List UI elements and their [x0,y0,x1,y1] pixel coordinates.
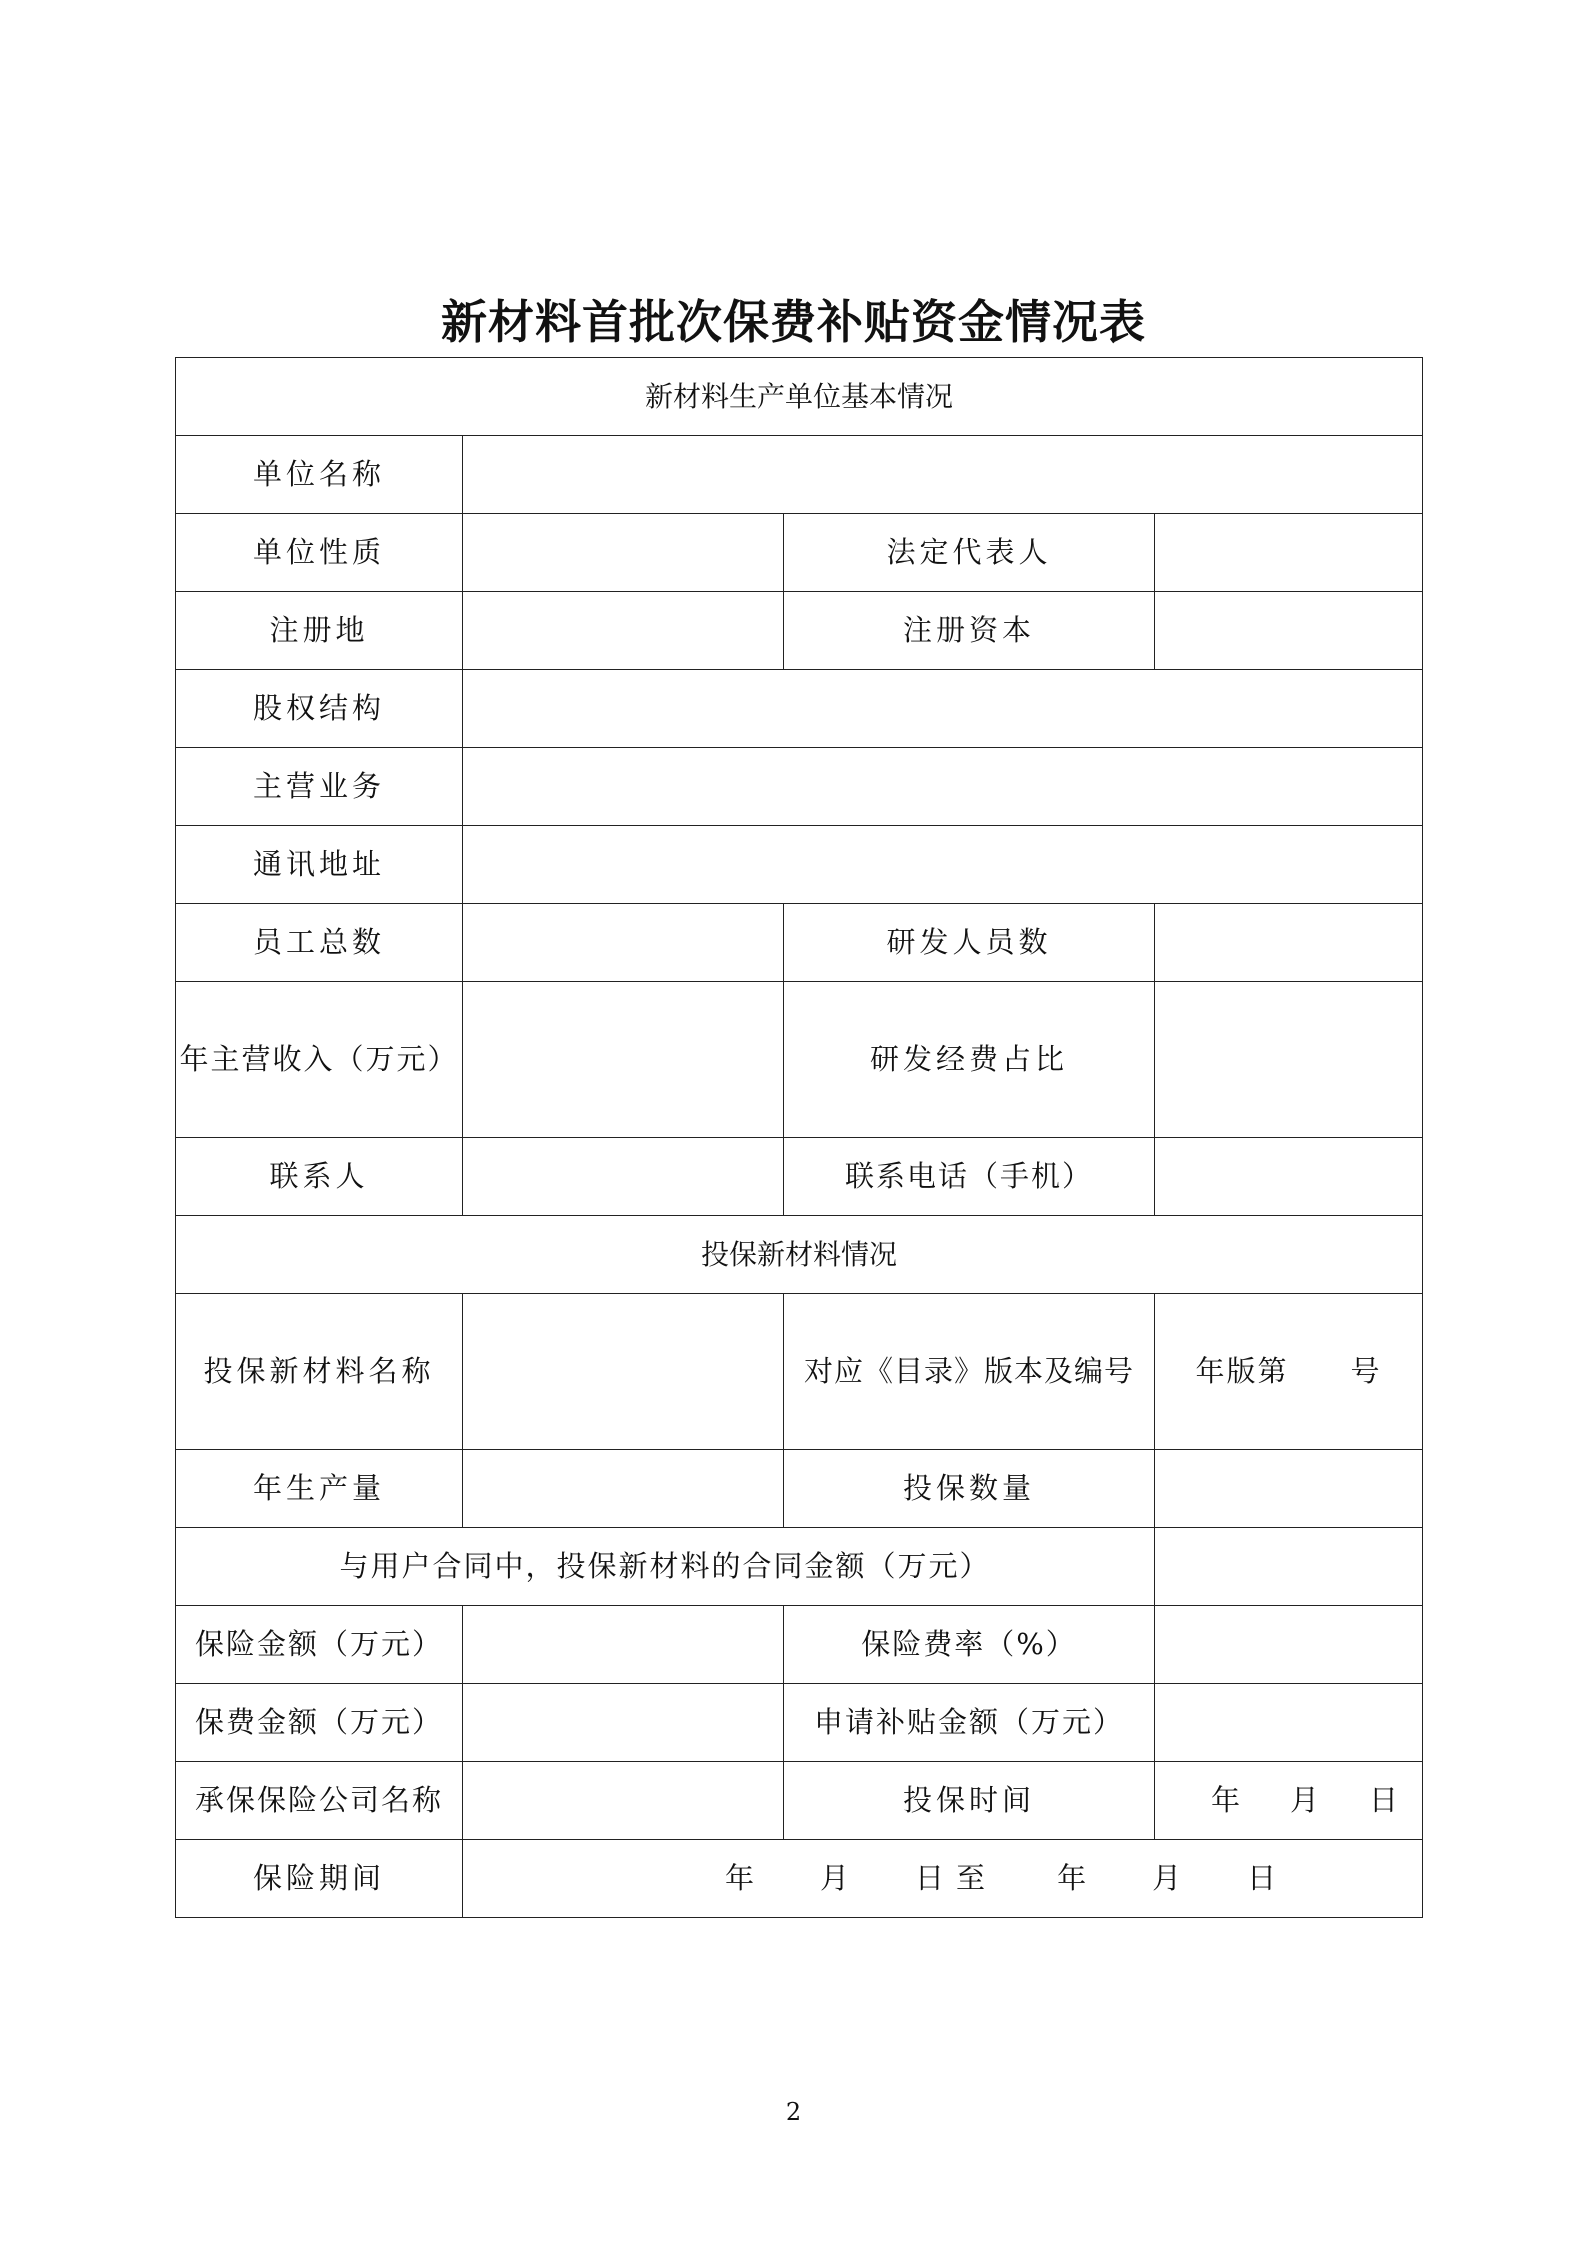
insured-amount-field[interactable] [463,1606,784,1684]
period-start-month: 月 [820,1861,854,1896]
material-name-label: 投保新材料名称 [176,1294,463,1450]
catalog-label: 对应《目录》版本及编号 [784,1294,1155,1450]
legal-rep-field[interactable] [1155,514,1423,592]
insure-period-label: 保险期间 [176,1840,463,1918]
period-to-text: 至 [956,1861,990,1896]
unit-name-label: 单位名称 [176,436,463,514]
insure-period-field[interactable] [463,1840,1423,1918]
period-end-month: 月 [1152,1861,1186,1896]
rd-ratio-label: 研发经费占比 [784,982,1155,1138]
period-start-day: 日 [915,1861,949,1896]
insurer-field[interactable] [463,1762,784,1840]
annual-revenue-label: 年主营收入（万元） [176,982,463,1138]
period-end-day: 日 [1247,1861,1281,1896]
contact-phone-label: 联系电话（手机） [784,1138,1155,1216]
contract-amount-label: 与用户合同中，投保新材料的合同金额（万元） [176,1528,1155,1606]
reg-capital-field[interactable] [1155,592,1423,670]
unit-nature-field[interactable] [463,514,784,592]
contact-field[interactable] [463,1138,784,1216]
material-name-field[interactable] [463,1294,784,1450]
section-basic-info-header: 新材料生产单位基本情况 [176,358,1423,436]
catalog-number-text: 号 [1350,1354,1382,1389]
contact-label: 联系人 [176,1138,463,1216]
catalog-edition-text: 年版第 [1195,1354,1289,1389]
address-field[interactable] [463,826,1423,904]
employees-label: 员工总数 [176,904,463,982]
document-title: 新材料首批次保费补贴资金情况表 [441,295,1146,349]
equity-structure-field[interactable] [463,670,1423,748]
section-insured-material-header: 投保新材料情况 [176,1216,1423,1294]
insure-time-field[interactable] [1155,1762,1423,1840]
main-business-label: 主营业务 [176,748,463,826]
reg-capital-label: 注册资本 [784,592,1155,670]
rd-ratio-field[interactable] [1155,982,1423,1138]
period-end-year: 年 [1057,1861,1091,1896]
rd-staff-field[interactable] [1155,904,1423,982]
annual-revenue-field[interactable] [463,982,784,1138]
insure-time-month: 月 [1289,1783,1323,1818]
page-number: 2 [785,2098,802,2126]
insured-qty-label: 投保数量 [784,1450,1155,1528]
premium-amount-label: 保费金额（万元） [176,1684,463,1762]
unit-name-field[interactable] [463,436,1423,514]
premium-rate-label: 保险费率（%） [784,1606,1155,1684]
insured-qty-field[interactable] [1155,1450,1423,1528]
reg-place-field[interactable] [463,592,784,670]
equity-structure-label: 股权结构 [176,670,463,748]
insured-amount-label: 保险金额（万元） [176,1606,463,1684]
subsidy-amount-field[interactable] [1155,1684,1423,1762]
period-start-year: 年 [725,1861,759,1896]
insure-time-year: 年 [1210,1783,1244,1818]
employees-field[interactable] [463,904,784,982]
reg-place-label: 注册地 [176,592,463,670]
contract-amount-field[interactable] [1155,1528,1423,1606]
catalog-field[interactable] [1155,1294,1423,1450]
insurer-label: 承保保险公司名称 [176,1762,463,1840]
insure-time-day: 日 [1369,1783,1403,1818]
premium-rate-field[interactable] [1155,1606,1423,1684]
address-label: 通讯地址 [176,826,463,904]
subsidy-amount-label: 申请补贴金额（万元） [784,1684,1155,1762]
annual-output-field[interactable] [463,1450,784,1528]
insure-time-label: 投保时间 [784,1762,1155,1840]
legal-rep-label: 法定代表人 [784,514,1155,592]
main-business-field[interactable] [463,748,1423,826]
annual-output-label: 年生产量 [176,1450,463,1528]
rd-staff-label: 研发人员数 [784,904,1155,982]
subsidy-form-table [175,357,1423,1918]
unit-nature-label: 单位性质 [176,514,463,592]
contact-phone-field[interactable] [1155,1138,1423,1216]
premium-amount-field[interactable] [463,1684,784,1762]
